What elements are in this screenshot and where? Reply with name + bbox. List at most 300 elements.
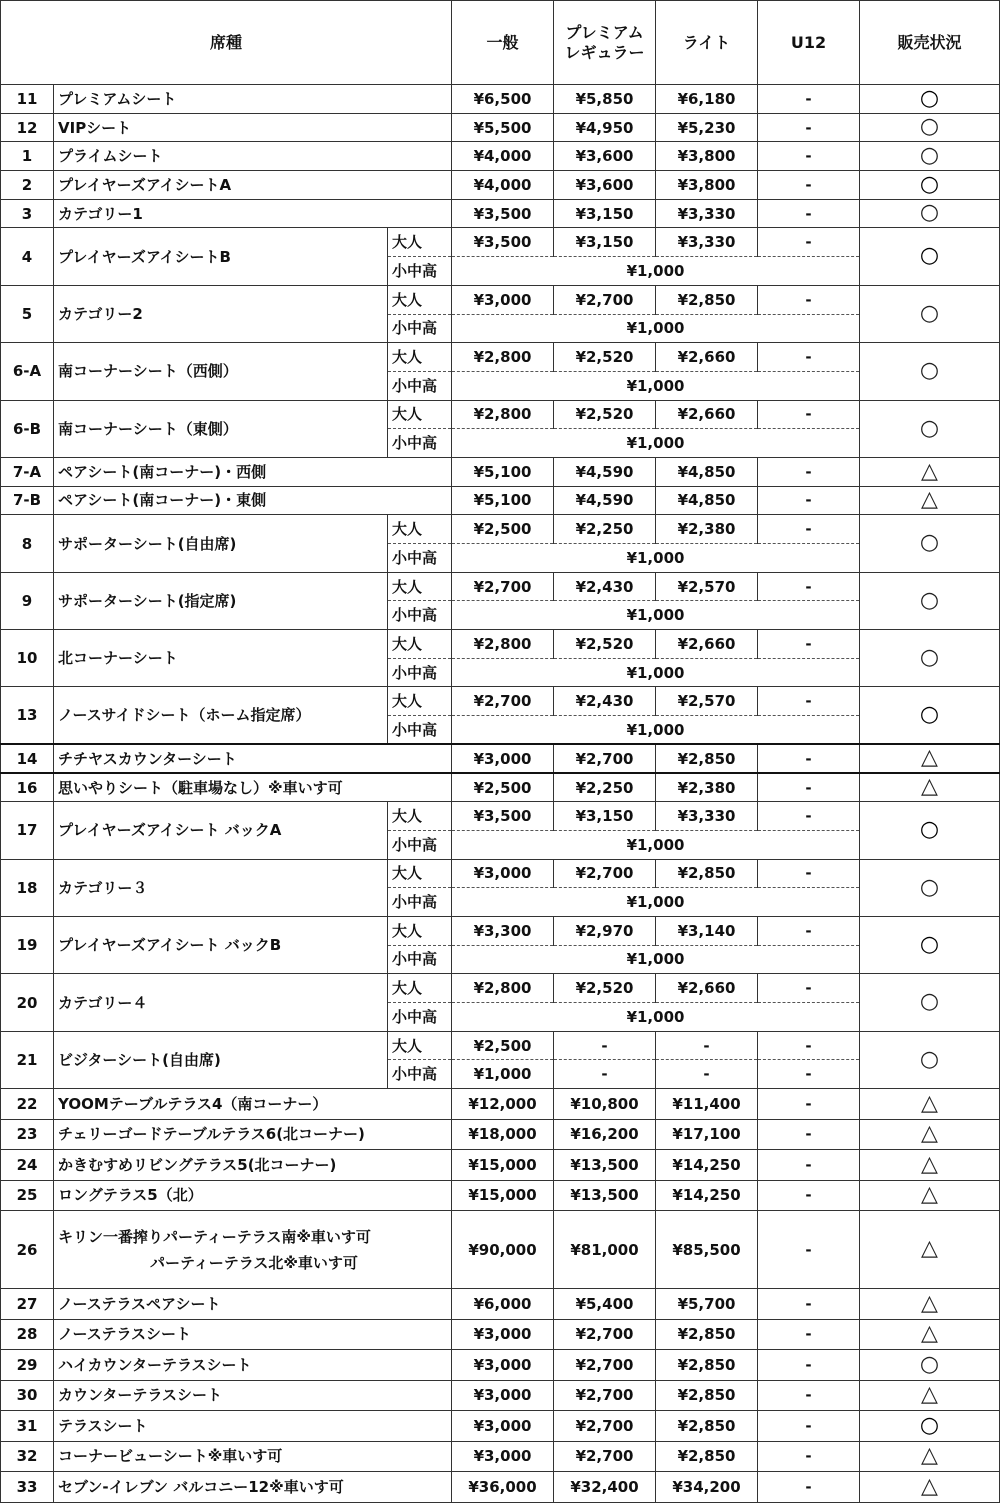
table-row — [1, 802, 1000, 831]
price-lite: ¥2,850 — [656, 744, 758, 773]
seat-name: カテゴリー３ — [54, 859, 388, 916]
seat-name: ロングテラス5（北） — [54, 1180, 452, 1211]
table-row — [1, 171, 1000, 200]
circle-status-icon: ○ — [860, 1031, 1000, 1088]
ticket-type-adult: 大人 — [388, 630, 452, 659]
price-general: ¥5,500 — [452, 113, 554, 142]
price-lite: ¥3,800 — [656, 171, 758, 200]
child-price: ¥1,000 — [452, 601, 860, 630]
price-u12: - — [758, 916, 860, 945]
circle-status-icon: ○ — [860, 1350, 1000, 1381]
seat-name: プレミアムシート — [54, 85, 452, 114]
price-premium-regular: ¥2,970 — [554, 916, 656, 945]
seat-name: サポーターシート(指定席) — [54, 572, 388, 629]
triangle-status-icon: △ — [860, 1472, 1000, 1503]
circle-status-icon: ○ — [860, 171, 1000, 200]
header-lite: ライト — [656, 1, 758, 85]
price-general: ¥5,100 — [452, 486, 554, 515]
table-row — [1, 572, 1000, 601]
price-general: ¥3,000 — [452, 1319, 554, 1350]
row-number: 10 — [1, 630, 54, 687]
seat-name: ハイカウンターテラスシート — [54, 1350, 452, 1381]
seat-name: セブン-イレブン バルコニー12※車いす可 — [54, 1472, 452, 1503]
triangle-status-icon: △ — [860, 1180, 1000, 1211]
price-u12: - — [758, 1319, 860, 1350]
table-row — [1, 1119, 1000, 1150]
price-lite: ¥2,850 — [656, 1380, 758, 1411]
seat-name: ノースサイドシート（ホーム指定席） — [54, 687, 388, 744]
seat-name: プレイヤーズアイシート バックA — [54, 802, 388, 859]
row-number: 13 — [1, 687, 54, 744]
price-lite: ¥14,250 — [656, 1180, 758, 1211]
ticket-type-adult: 大人 — [388, 687, 452, 716]
price-u12: - — [758, 687, 860, 716]
price-u12: - — [758, 85, 860, 114]
price-general: ¥3,000 — [452, 744, 554, 773]
child-price: ¥1,000 — [452, 658, 860, 687]
ticket-type-child: 小中高 — [388, 1003, 452, 1032]
price-general: ¥2,800 — [452, 974, 554, 1003]
price-general: ¥6,000 — [452, 1289, 554, 1320]
triangle-status-icon: △ — [860, 744, 1000, 773]
seat-name: チェリーゴードテーブルテラス6(北コーナー) — [54, 1119, 452, 1150]
table-row — [1, 343, 1000, 372]
seat-name-line-1: キリン一番搾りパーティーテラス南※車いす可 — [58, 1227, 371, 1246]
price-general: ¥1,000 — [452, 1060, 554, 1089]
circle-status-icon: ○ — [860, 85, 1000, 114]
price-lite: ¥17,100 — [656, 1119, 758, 1150]
price-general: ¥3,500 — [452, 802, 554, 831]
table-row — [1, 1150, 1000, 1181]
price-premium-regular: ¥2,700 — [554, 285, 656, 314]
triangle-status-icon: △ — [860, 1319, 1000, 1350]
price-premium-regular: ¥2,520 — [554, 974, 656, 1003]
row-number: 8 — [1, 515, 54, 572]
table-row — [1, 1180, 1000, 1211]
table-row — [1, 1380, 1000, 1411]
ticket-type-child: 小中高 — [388, 716, 452, 745]
seat-name: ノーステラスシート — [54, 1319, 452, 1350]
table-row — [1, 228, 1000, 257]
price-u12: - — [758, 630, 860, 659]
ticket-type-child: 小中高 — [388, 429, 452, 458]
price-premium-regular: ¥4,590 — [554, 457, 656, 486]
ticket-type-adult: 大人 — [388, 802, 452, 831]
price-u12: - — [758, 1289, 860, 1320]
price-premium-regular: ¥13,500 — [554, 1180, 656, 1211]
table-row — [1, 142, 1000, 171]
price-general: ¥2,800 — [452, 343, 554, 372]
price-u12: - — [758, 1150, 860, 1181]
table-row — [1, 630, 1000, 659]
price-u12: - — [758, 1031, 860, 1060]
row-number: 27 — [1, 1289, 54, 1320]
ticket-type-child: 小中高 — [388, 658, 452, 687]
seat-name: 北コーナーシート — [54, 630, 388, 687]
price-lite: ¥5,230 — [656, 113, 758, 142]
price-premium-regular: ¥32,400 — [554, 1472, 656, 1503]
price-u12: - — [758, 1350, 860, 1381]
table-row — [1, 285, 1000, 314]
price-premium-regular: - — [554, 1060, 656, 1089]
ticket-type-adult: 大人 — [388, 1031, 452, 1060]
price-lite: ¥2,850 — [656, 285, 758, 314]
row-number: 16 — [1, 773, 54, 802]
price-lite: ¥14,250 — [656, 1150, 758, 1181]
ticket-type-child: 小中高 — [388, 544, 452, 573]
row-number: 5 — [1, 285, 54, 342]
triangle-status-icon: △ — [860, 1289, 1000, 1320]
price-general: ¥2,800 — [452, 630, 554, 659]
price-general: ¥15,000 — [452, 1150, 554, 1181]
price-premium-regular: ¥13,500 — [554, 1150, 656, 1181]
seat-name: テラスシート — [54, 1411, 452, 1442]
table-row — [1, 1350, 1000, 1381]
child-price: ¥1,000 — [452, 888, 860, 917]
price-premium-regular: ¥2,700 — [554, 1350, 656, 1381]
price-premium-regular: ¥10,800 — [554, 1089, 656, 1120]
seat-name: 南コーナーシート（西側） — [54, 343, 388, 400]
triangle-status-icon: △ — [860, 1119, 1000, 1150]
row-number: 23 — [1, 1119, 54, 1150]
price-lite: ¥3,800 — [656, 142, 758, 171]
price-u12: - — [758, 228, 860, 257]
ticket-type-adult: 大人 — [388, 974, 452, 1003]
price-u12: - — [758, 1441, 860, 1472]
price-lite: ¥3,330 — [656, 228, 758, 257]
table-row — [1, 1211, 1000, 1289]
child-price: ¥1,000 — [452, 544, 860, 573]
table-row — [1, 1472, 1000, 1503]
price-lite: ¥6,180 — [656, 85, 758, 114]
price-premium-regular: ¥16,200 — [554, 1119, 656, 1150]
table-row — [1, 457, 1000, 486]
seat-name: コーナービューシート※車いす可 — [54, 1441, 452, 1472]
table-row — [1, 515, 1000, 544]
price-lite: ¥2,380 — [656, 773, 758, 802]
price-premium-regular: ¥2,700 — [554, 859, 656, 888]
price-u12: - — [758, 1411, 860, 1442]
price-lite: ¥2,660 — [656, 400, 758, 429]
price-premium-regular: ¥2,700 — [554, 1380, 656, 1411]
seat-name: カウンターテラスシート — [54, 1380, 452, 1411]
ticket-type-child: 小中高 — [388, 257, 452, 286]
price-u12: - — [758, 515, 860, 544]
table-row — [1, 687, 1000, 716]
price-premium-regular: ¥2,430 — [554, 572, 656, 601]
circle-status-icon: ○ — [860, 515, 1000, 572]
row-number: 22 — [1, 1089, 54, 1120]
ticket-type-child: 小中高 — [388, 601, 452, 630]
price-general: ¥36,000 — [452, 1472, 554, 1503]
header-premium-regular: プレミアム レギュラー — [554, 1, 656, 85]
row-number: 12 — [1, 113, 54, 142]
row-number: 30 — [1, 1380, 54, 1411]
price-u12: - — [758, 1089, 860, 1120]
price-general: ¥3,500 — [452, 199, 554, 228]
seat-name: ノーステラスペアシート — [54, 1289, 452, 1320]
circle-status-icon: ○ — [860, 1411, 1000, 1442]
ticket-type-child: 小中高 — [388, 371, 452, 400]
ticket-type-adult: 大人 — [388, 400, 452, 429]
seat-name — [54, 1211, 452, 1289]
child-price: ¥1,000 — [452, 1003, 860, 1032]
price-u12: - — [758, 1060, 860, 1089]
child-price: ¥1,000 — [452, 429, 860, 458]
price-general: ¥12,000 — [452, 1089, 554, 1120]
ticket-type-adult: 大人 — [388, 515, 452, 544]
price-lite: ¥34,200 — [656, 1472, 758, 1503]
price-premium-regular: ¥81,000 — [554, 1211, 656, 1289]
circle-status-icon: ○ — [860, 630, 1000, 687]
seat-name: プレイヤーズアイシート バックB — [54, 916, 388, 973]
price-premium-regular: ¥2,520 — [554, 400, 656, 429]
triangle-status-icon: △ — [860, 486, 1000, 515]
table-row — [1, 199, 1000, 228]
price-general: ¥3,000 — [452, 285, 554, 314]
table-row — [1, 859, 1000, 888]
price-general: ¥2,700 — [452, 687, 554, 716]
price-general: ¥4,000 — [452, 142, 554, 171]
price-premium-regular: - — [554, 1031, 656, 1060]
table-row — [1, 1289, 1000, 1320]
price-premium-regular: ¥2,520 — [554, 343, 656, 372]
table-row — [1, 400, 1000, 429]
circle-status-icon: ○ — [860, 572, 1000, 629]
ticket-type-adult: 大人 — [388, 343, 452, 372]
row-number: 32 — [1, 1441, 54, 1472]
price-premium-regular: ¥2,700 — [554, 744, 656, 773]
price-general: ¥2,700 — [452, 572, 554, 601]
price-general: ¥3,300 — [452, 916, 554, 945]
price-lite: ¥2,850 — [656, 1350, 758, 1381]
price-premium-regular: ¥4,590 — [554, 486, 656, 515]
row-number: 18 — [1, 859, 54, 916]
circle-status-icon: ○ — [860, 400, 1000, 457]
price-u12: - — [758, 113, 860, 142]
price-general: ¥15,000 — [452, 1180, 554, 1211]
table-row — [1, 113, 1000, 142]
price-lite: ¥2,660 — [656, 974, 758, 1003]
row-number: 21 — [1, 1031, 54, 1088]
price-u12: - — [758, 859, 860, 888]
price-premium-regular: ¥5,850 — [554, 85, 656, 114]
row-number: 11 — [1, 85, 54, 114]
price-u12: - — [758, 1180, 860, 1211]
price-lite: ¥85,500 — [656, 1211, 758, 1289]
ticket-type-child: 小中高 — [388, 945, 452, 974]
circle-status-icon: ○ — [860, 228, 1000, 285]
price-general: ¥3,000 — [452, 1411, 554, 1442]
child-price: ¥1,000 — [452, 830, 860, 859]
price-u12: - — [758, 486, 860, 515]
price-general: ¥3,000 — [452, 1441, 554, 1472]
price-lite: ¥4,850 — [656, 486, 758, 515]
seat-name: カテゴリー４ — [54, 974, 388, 1031]
price-general: ¥2,500 — [452, 773, 554, 802]
row-number: 29 — [1, 1350, 54, 1381]
price-u12: - — [758, 199, 860, 228]
price-lite: ¥3,330 — [656, 199, 758, 228]
triangle-status-icon: △ — [860, 773, 1000, 802]
child-price: ¥1,000 — [452, 371, 860, 400]
price-lite: ¥2,850 — [656, 859, 758, 888]
price-general: ¥4,000 — [452, 171, 554, 200]
price-premium-regular: ¥3,150 — [554, 199, 656, 228]
price-lite: - — [656, 1031, 758, 1060]
seat-name: かきむすめリビングテラス5(北コーナー) — [54, 1150, 452, 1181]
row-number: 4 — [1, 228, 54, 285]
row-number: 6-A — [1, 343, 54, 400]
price-premium-regular: ¥4,950 — [554, 113, 656, 142]
price-u12: - — [758, 1211, 860, 1289]
header-general: 一般 — [452, 1, 554, 85]
table-row — [1, 1411, 1000, 1442]
ticket-type-adult: 大人 — [388, 859, 452, 888]
row-number: 7-A — [1, 457, 54, 486]
header-u12: U12 — [758, 1, 860, 85]
price-lite: ¥3,140 — [656, 916, 758, 945]
row-number: 14 — [1, 744, 54, 773]
seat-name: ペアシート(南コーナー)・東側 — [54, 486, 452, 515]
price-u12: - — [758, 974, 860, 1003]
ticket-type-child: 小中高 — [388, 1060, 452, 1089]
price-premium-regular: ¥5,400 — [554, 1289, 656, 1320]
seat-name: ビジターシート(自由席) — [54, 1031, 388, 1088]
triangle-status-icon: △ — [860, 457, 1000, 486]
ticket-type-adult: 大人 — [388, 228, 452, 257]
price-premium-regular: ¥2,700 — [554, 1441, 656, 1472]
child-price: ¥1,000 — [452, 314, 860, 343]
child-price: ¥1,000 — [452, 257, 860, 286]
table-row — [1, 1089, 1000, 1120]
header-row — [1, 1, 1000, 85]
table-row — [1, 773, 1000, 802]
seat-name: YOOMテーブルテラス4（南コーナー） — [54, 1089, 452, 1120]
table-row — [1, 1319, 1000, 1350]
price-u12: - — [758, 572, 860, 601]
seat-name: ペアシート(南コーナー)・西側 — [54, 457, 452, 486]
price-u12: - — [758, 1119, 860, 1150]
row-number: 19 — [1, 916, 54, 973]
triangle-status-icon: △ — [860, 1211, 1000, 1289]
triangle-status-icon: △ — [860, 1150, 1000, 1181]
price-general: ¥3,500 — [452, 228, 554, 257]
circle-status-icon: ○ — [860, 974, 1000, 1031]
price-u12: - — [758, 457, 860, 486]
price-u12: - — [758, 744, 860, 773]
price-premium-regular: ¥3,600 — [554, 171, 656, 200]
row-number: 6-B — [1, 400, 54, 457]
circle-status-icon: ○ — [860, 859, 1000, 916]
row-number: 31 — [1, 1411, 54, 1442]
ticket-type-adult: 大人 — [388, 285, 452, 314]
price-lite: ¥3,330 — [656, 802, 758, 831]
seat-name: カテゴリー1 — [54, 199, 452, 228]
triangle-status-icon: △ — [860, 1441, 1000, 1472]
price-general: ¥2,800 — [452, 400, 554, 429]
table-row — [1, 974, 1000, 1003]
row-number: 17 — [1, 802, 54, 859]
price-u12: - — [758, 802, 860, 831]
price-lite: ¥2,850 — [656, 1411, 758, 1442]
price-premium-regular: ¥2,700 — [554, 1411, 656, 1442]
circle-status-icon: ○ — [860, 142, 1000, 171]
row-number: 20 — [1, 974, 54, 1031]
price-premium-regular: ¥2,700 — [554, 1319, 656, 1350]
circle-status-icon: ○ — [860, 199, 1000, 228]
price-u12: - — [758, 1380, 860, 1411]
table-row — [1, 486, 1000, 515]
ticket-type-child: 小中高 — [388, 830, 452, 859]
table-body — [1, 85, 1000, 1503]
price-general: ¥2,500 — [452, 515, 554, 544]
row-number: 2 — [1, 171, 54, 200]
seat-name: 思いやりシート（駐車場なし）※車いす可 — [54, 773, 452, 802]
circle-status-icon: ○ — [860, 285, 1000, 342]
price-lite: ¥4,850 — [656, 457, 758, 486]
row-number: 1 — [1, 142, 54, 171]
price-general: ¥6,500 — [452, 85, 554, 114]
price-lite: ¥2,850 — [656, 1441, 758, 1472]
child-price: ¥1,000 — [452, 945, 860, 974]
row-number: 24 — [1, 1150, 54, 1181]
row-number: 26 — [1, 1211, 54, 1289]
price-general: ¥5,100 — [452, 457, 554, 486]
price-lite: ¥2,660 — [656, 630, 758, 659]
price-premium-regular: ¥2,520 — [554, 630, 656, 659]
price-general: ¥3,000 — [452, 1350, 554, 1381]
circle-status-icon: ○ — [860, 687, 1000, 744]
price-lite: ¥2,380 — [656, 515, 758, 544]
row-number: 33 — [1, 1472, 54, 1503]
price-general: ¥90,000 — [452, 1211, 554, 1289]
seat-name: 南コーナーシート（東側） — [54, 400, 388, 457]
row-number: 25 — [1, 1180, 54, 1211]
ticket-type-adult: 大人 — [388, 916, 452, 945]
price-u12: - — [758, 171, 860, 200]
price-premium-regular: ¥2,250 — [554, 515, 656, 544]
ticket-type-child: 小中高 — [388, 888, 452, 917]
price-lite: - — [656, 1060, 758, 1089]
ticket-type-child: 小中高 — [388, 314, 452, 343]
price-general: ¥2,500 — [452, 1031, 554, 1060]
seat-name: プライムシート — [54, 142, 452, 171]
ticket-type-adult: 大人 — [388, 572, 452, 601]
price-general: ¥3,000 — [452, 859, 554, 888]
price-lite: ¥2,660 — [656, 343, 758, 372]
table-row — [1, 916, 1000, 945]
seat-name: カテゴリー2 — [54, 285, 388, 342]
price-general: ¥18,000 — [452, 1119, 554, 1150]
header-sales-status: 販売状況 — [860, 1, 1000, 85]
row-number: 7-B — [1, 486, 54, 515]
circle-status-icon: ○ — [860, 916, 1000, 973]
seat-name: サポーターシート(自由席) — [54, 515, 388, 572]
circle-status-icon: ○ — [860, 802, 1000, 859]
table-row — [1, 1441, 1000, 1472]
price-premium-regular: ¥3,150 — [554, 228, 656, 257]
price-u12: - — [758, 142, 860, 171]
table-row — [1, 744, 1000, 773]
price-u12: - — [758, 773, 860, 802]
seat-name-line-2: パーティーテラス北※車いす可 — [150, 1253, 358, 1272]
triangle-status-icon: △ — [860, 1380, 1000, 1411]
seat-name: VIPシート — [54, 113, 452, 142]
price-lite: ¥2,570 — [656, 572, 758, 601]
price-premium-regular: ¥3,150 — [554, 802, 656, 831]
seat-name: チチヤスカウンターシート — [54, 744, 452, 773]
